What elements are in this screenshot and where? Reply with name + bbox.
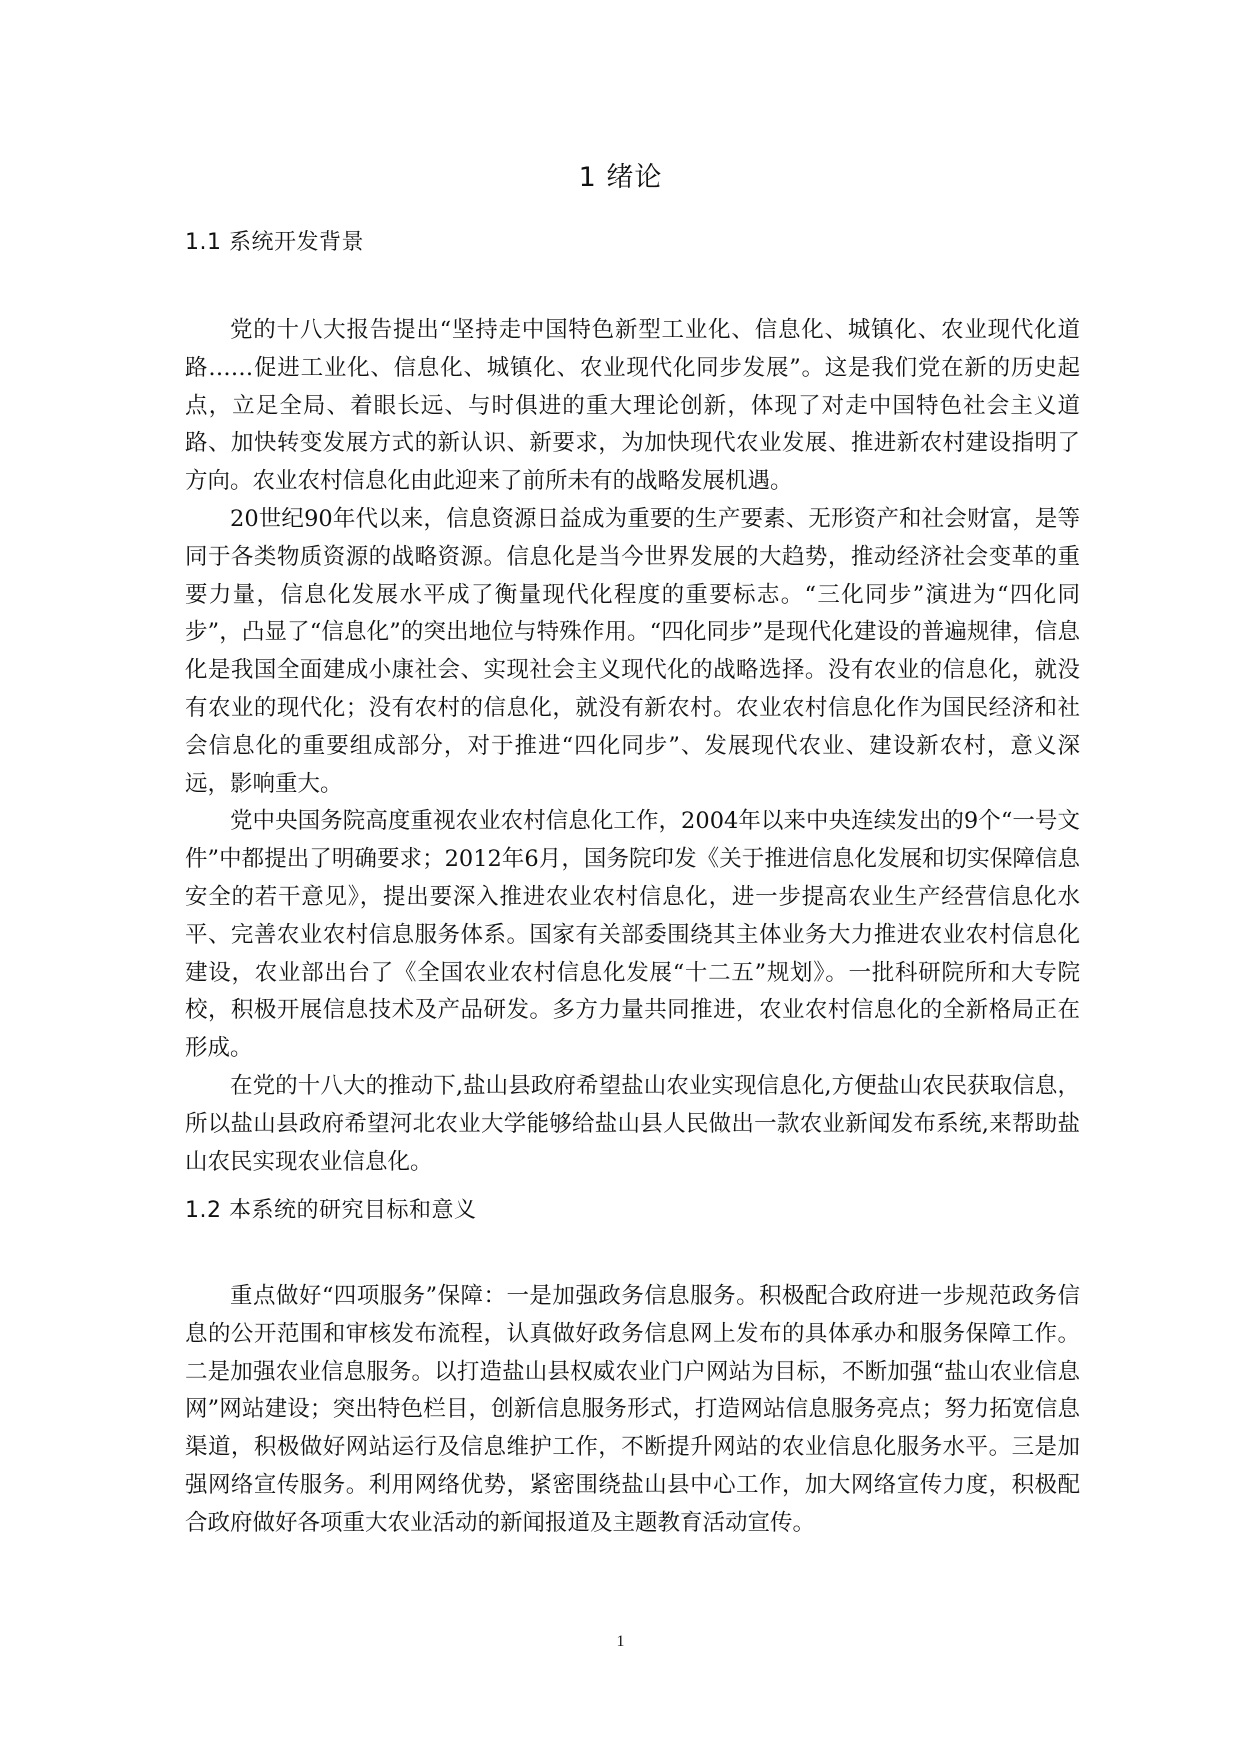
chapter-title: 1 绪论: [578, 162, 663, 193]
section-heading-1-2: 1.2 本系统的研究目标和意义: [185, 1198, 477, 1223]
section-body-1-1: [185, 312, 1080, 1181]
paragraph: 重点做好“四项服务”保障：一是加强政务信息服务。积极配合政府进一步规范政务信息的公开范围和审核发布流程，认真做好政务信息网上发布的具体承办和服务保障工作。二是加强农业信息服务。以打造盐山县权威农业门户网站为目标，不断加强“盐山农业信息网”网站建设；突出特色栏目，创新信息服务形式，打造网站信息服务亮点；努力拓宽信息渠道，积极做好网站运行及信息维护工作，不断提升网站的农业信息化服务水平。三是加强网络宣传服务。利用网络优势，紧密围绕盐山县中心工作，加大网络宣传力度，积极配合政府做好各项重大农业活动的新闻报道及主题教育活动宣传。: [185, 1283, 1080, 1536]
paragraph: 党的十八大报告提出“坚持走中国特色新型工业化、信息化、城镇化、农业现代化道路……促进工业化、信息化、城镇化、农业现代化同步发展”。这是我们党在新的历史起点，立足全局、着眼长远、与时俱进的重大理论创新，体现了对走中国特色社会主义道路、加快转变发展方式的新认识、新要求，为加快现代农业发展、推进新农村建设指明了方向。农业农村信息化由此迎来了前所未有的战略发展机遇。: [185, 317, 1080, 495]
paragraph: 20世纪90年代以来，信息资源日益成为重要的生产要素、无形资产和社会财富，是等同于各类物质资源的战略资源。信息化是当今世界发展的大趋势，推动经济社会变革的重要力量，信息化发展水平成了衡量现代化程度的重要标志。“三化同步”演进为“四化同步”，凸显了“信息化”的突出地位与特殊作用。“四化同步”是现代化建设的普遍规律，信息化是我国全面建成小康社会、实现社会主义现代化的战略选择。没有农业的信息化，就没有农业的现代化；没有农村的信息化，就没有新农村。农业农村信息化作为国民经济和社会信息化的重要组成部分，对于推进“四化同步”、发展现代农业、建设新农村，意义深远，影响重大。: [185, 505, 1080, 797]
page-number: 1: [616, 1633, 625, 1650]
paragraph: 在党的十八大的推动下,盐山县政府希望盐山农业实现信息化,方便盐山农民获取信息，所以盐山县政府希望河北农业大学能够给盐山县人民做出一款农业新闻发布系统,来帮助盐山农民实现农业信息化。: [185, 1072, 1080, 1175]
paragraph: 党中央国务院高度重视农业农村信息化工作，2004年以来中央连续发出的9个“一号文件”中都提出了明确要求；2012年6月，国务院印发《关于推进信息化发展和切实保障信息安全的若干意见》，提出要深入推进农业农村信息化，进一步提高农业生产经营信息化水平、完善农业农村信息服务体系。国家有关部委围绕其主体业务大力推进农业农村信息化建设，农业部出台了《全国农业农村信息化发展“十二五”规划》。一批科研院所和大专院校，积极开展信息技术及产品研发。多方力量共同推进，农业农村信息化的全新格局正在形成。: [185, 808, 1080, 1062]
section-body-1-2: [185, 1278, 1080, 1543]
section-heading-1-1: 1.1 系统开发背景: [185, 230, 364, 255]
